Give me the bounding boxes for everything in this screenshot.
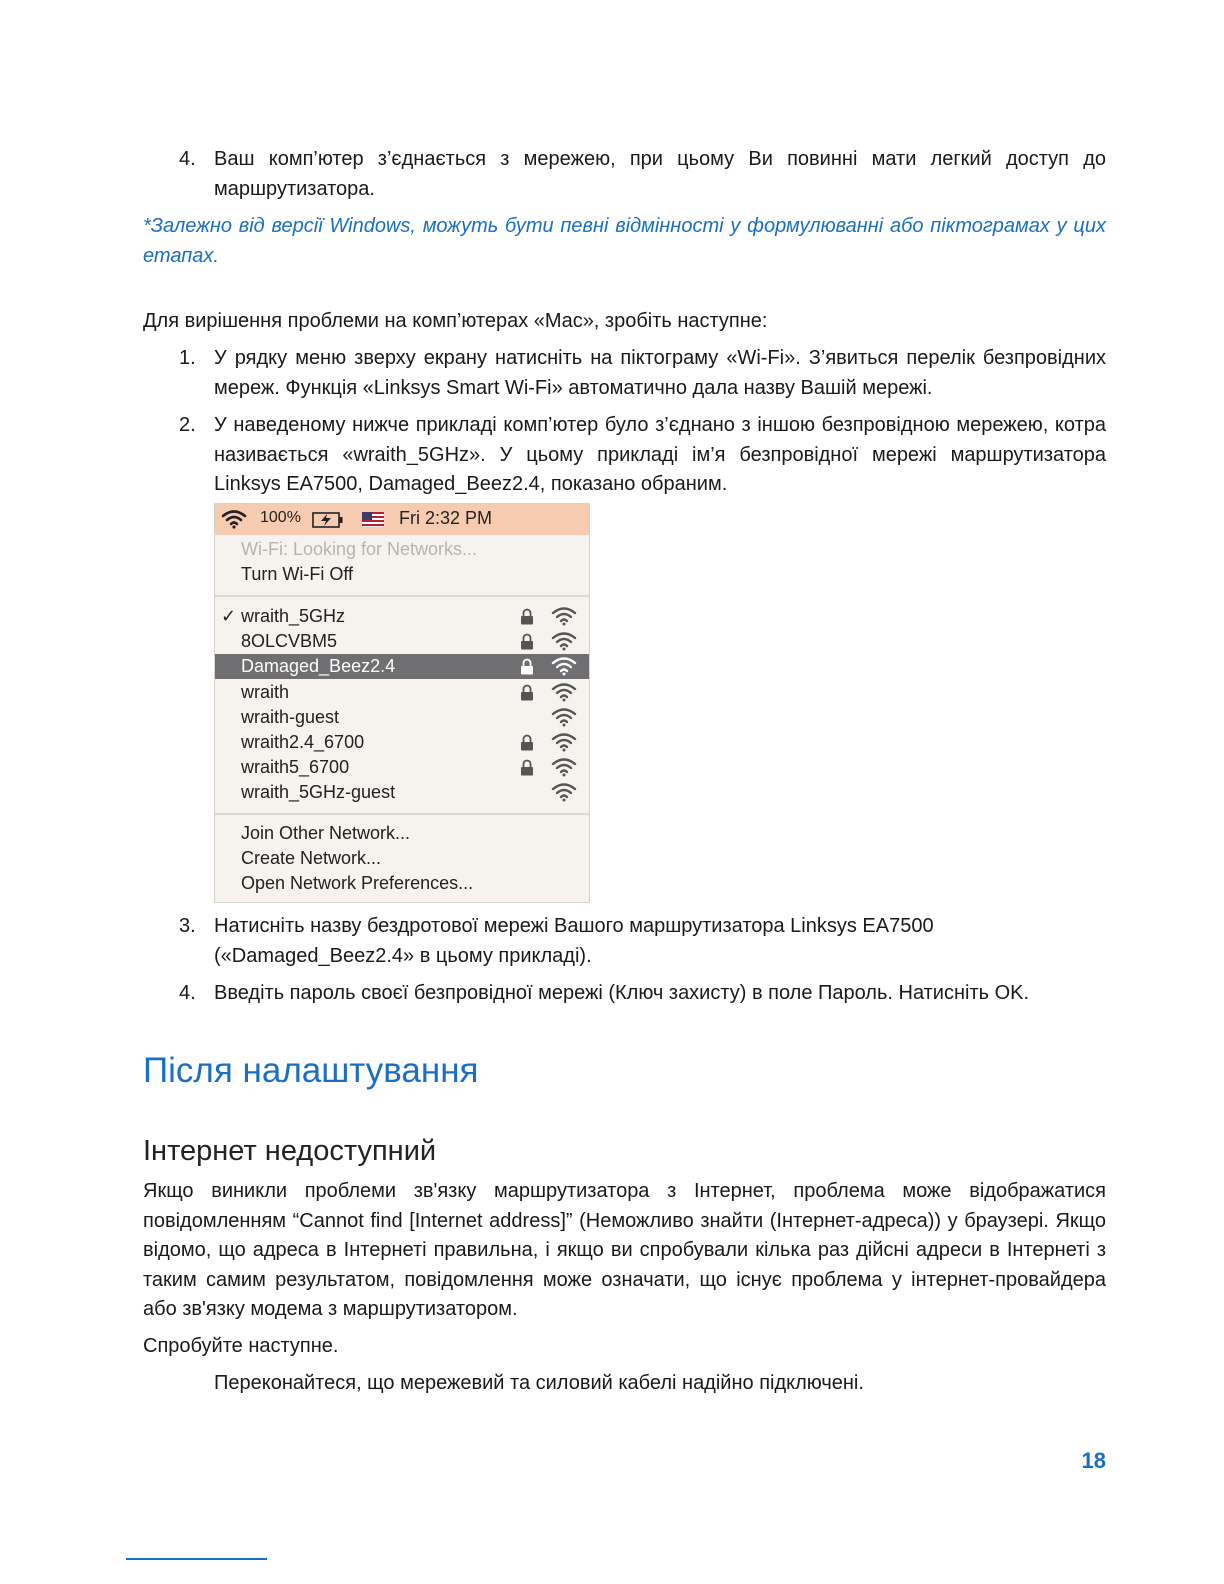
lock-icon	[520, 658, 534, 675]
network-name: wraith5_6700	[241, 757, 350, 778]
wifi-signal-icon	[551, 606, 577, 626]
mac-wifi-menu-screenshot	[214, 503, 590, 903]
lock-icon	[520, 608, 534, 625]
lock-icon	[520, 759, 534, 776]
step-number: 4.	[179, 148, 196, 170]
network-name: wraith2.4_6700	[241, 732, 365, 752]
battery-charging-icon	[312, 512, 344, 528]
menu-action-label: Open Network Preferences...	[241, 873, 474, 894]
subsection-title: Інтернет недоступний	[143, 1135, 437, 1167]
network-item[interactable]	[215, 730, 589, 755]
lock-icon	[520, 684, 534, 701]
battery-percent: 100%	[260, 509, 301, 526]
menu-action-item[interactable]	[215, 846, 589, 871]
menu-action-label: Create Network...	[241, 848, 382, 869]
network-name: 8OLCVBM5	[241, 631, 338, 652]
mac-step-3	[143, 912, 1106, 971]
lock-icon	[520, 633, 534, 650]
footer-rule	[126, 1558, 267, 1560]
step-number: 4.	[179, 982, 196, 1004]
wifi-signal-icon	[551, 656, 577, 676]
step-number: 3.	[179, 915, 196, 937]
wifi-signal-icon	[551, 631, 577, 651]
step-text: Введіть пароль своєї безпровідної мережі (Ключ захисту) в поле Пароль. Натисніть OK.	[214, 982, 1030, 1004]
mac-intro: Для вирішення проблеми на комп’ютерах «Mac», зробіть наступне:	[143, 310, 768, 332]
step-text: Ваш комп’ютер з’єднається з мережею, при цьому Ви повинні мати легкий доступ до маршрутизатора.	[214, 148, 1106, 200]
step-number: 1.	[179, 347, 196, 369]
wifi-signal-icon	[551, 682, 577, 702]
menu-action-item[interactable]	[215, 871, 589, 896]
wifi-status	[215, 537, 589, 562]
network-item[interactable]	[215, 780, 589, 805]
network-item[interactable]	[215, 629, 589, 654]
page-number: 18	[1081, 1448, 1106, 1473]
try-item: Переконайтеся, що мережевий та силовий кабелі надійно підключені.	[214, 1372, 864, 1394]
wifi-signal-icon	[551, 732, 577, 752]
mac-step-2	[143, 411, 1106, 500]
network-name: wraith_5GHz-guest	[241, 782, 396, 803]
step-number: 2.	[179, 414, 196, 436]
menu-clock: Fri 2:32 PM	[399, 508, 493, 528]
menu-action-item[interactable]	[215, 821, 589, 846]
step-text: У наведеному нижче прикладі комп’ютер було з’єднано з іншою безпровідною мережею, котра називається «wraith_5GHz». У цьому прикладі ім’я безпровідної мережі маршрутизатора Linksys EA7500, Damaged_Beez2.4, показано обраним.	[214, 414, 1106, 495]
step-text: Натисніть назву бездротової мережі Вашого маршрутизатора Linksys EA7500 («Damaged_Beez2.4» в цьому прикладі).	[214, 915, 934, 967]
mac-step-4	[143, 979, 1106, 1009]
network-name: wraith_5GHz	[241, 606, 346, 626]
mac-step-1	[143, 344, 1106, 403]
network-item[interactable]	[215, 680, 589, 705]
network-item[interactable]	[215, 604, 589, 629]
wifi-status-text: Wi-Fi: Looking for Networks...	[241, 539, 478, 559]
turn-wifi-off-item[interactable]	[215, 562, 589, 587]
menu-separator	[215, 595, 589, 597]
wifi-signal-icon	[551, 707, 577, 727]
network-name: wraith-guest	[241, 706, 340, 727]
step-text: У рядку меню зверху екрану натисніть на піктограму «Wi-Fi». З’явиться перелік безпровідних мереж. Функція «Linksys Smart Wi-Fi» автоматично дала назву Вашій мережі.	[214, 347, 1106, 399]
wifi-icon	[221, 509, 247, 529]
windows-version-note: *Залежно від версії Windows, можуть бути певні відмінності у формулюванні або піктограмах у цих етапах.	[143, 215, 1106, 267]
network-name: wraith	[241, 681, 290, 702]
menu-action-label: Join Other Network...	[241, 823, 411, 843]
us-flag-icon	[362, 512, 384, 527]
mac-menu-bar	[215, 504, 589, 535]
turn-wifi-off-label: Turn Wi-Fi Off	[241, 564, 353, 584]
checkmark-icon: ✓	[221, 606, 237, 626]
wifi-signal-icon	[551, 782, 577, 802]
network-item[interactable]	[215, 654, 589, 679]
network-item[interactable]	[215, 705, 589, 730]
windows-step-4	[143, 145, 1106, 204]
menu-separator	[215, 813, 589, 815]
section-title: Після налаштування	[143, 1051, 479, 1090]
wifi-signal-icon	[551, 757, 577, 777]
try-text: Спробуйте наступне.	[143, 1335, 339, 1357]
network-name: Damaged_Beez2.4	[241, 656, 396, 677]
lock-icon	[520, 734, 534, 751]
network-item[interactable]	[215, 755, 589, 780]
body-paragraph: Якщо виникли проблеми зв'язку маршрутизатора з Інтернет, проблема може відображатися повідомленням “Cannot find [Internet address]” (Неможливо знайти (Інтернет-адреса)) у браузері. Якщо відомо, що адреса в Інтернеті правильна, і якщо ви спробували кілька раз дійсні адреси в Інтернеті з таким самим результатом, повідомлення може означати, що існує проблема у інтернет-провайдера або зв'язку модема з маршрутизатором.	[143, 1180, 1106, 1320]
